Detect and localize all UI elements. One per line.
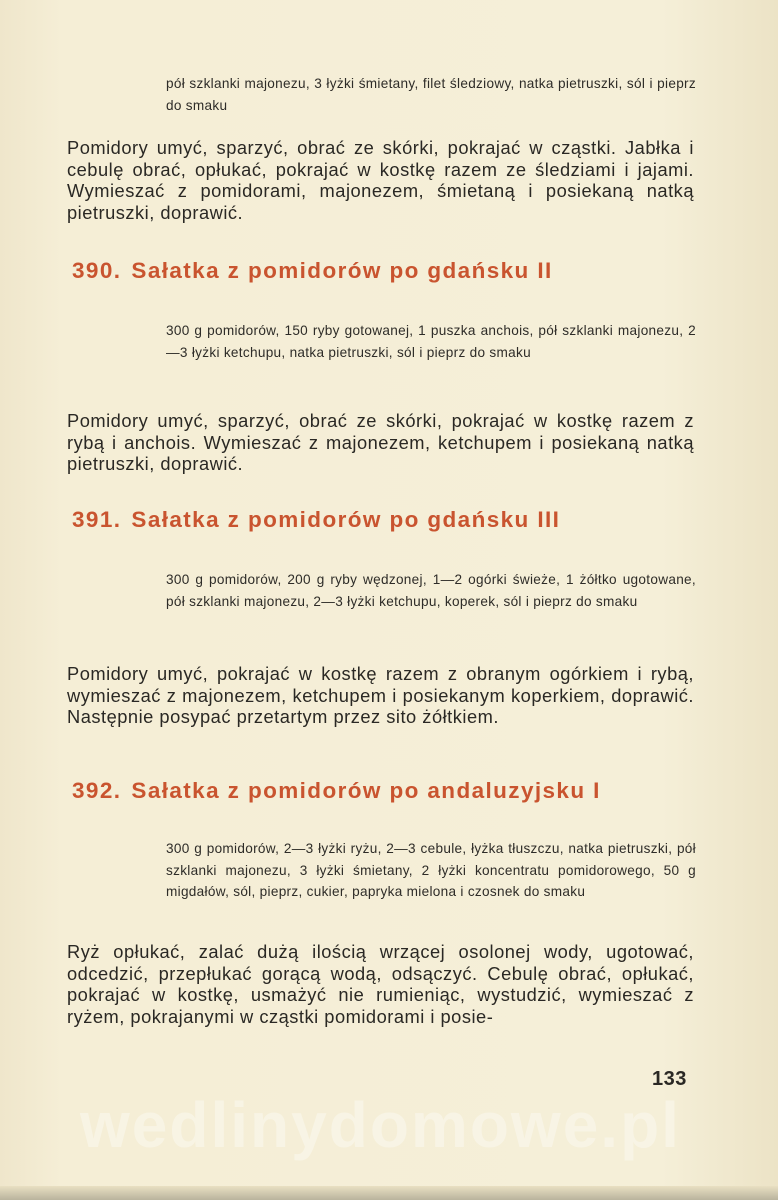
recipe-391-ingredients: 300 g pomidorów, 200 g ryby wędzonej, 1—2 ogórki świeże, 1 żółtko ugotowane, pół szklanki majonezu, 2—3 łyżki ketchupu, koperek, sól i pieprz do smaku (166, 572, 696, 609)
recipe-392-method: Ryż opłukać, zalać dużą ilością wrzącej osolonej wody, ugotować, odcedzić, przepłukać gorącą wodą, odsączyć. Cebulę obrać, opłukać, pokrajać w kostkę, usmażyć nie rumieniąc, wystudzić, wymieszać z ryżem, pokrajanymi w cząstki pomidorami i posie- (67, 941, 694, 1027)
recipe-number: 392. (72, 778, 122, 803)
page-number: 133 (652, 1068, 687, 1090)
recipe-title-text: Sałatka z pomidorów po gdańsku II (131, 258, 553, 283)
intro-method: Pomidory umyć, sparzyć, obrać ze skórki, pokrajać w cząstki. Jabłka i cebulę obrać, opłukać, pokrajać w kostkę razem ze śledziami i jajami. Wymieszać z pomidorami, majonezem, śmietaną i posiekaną natką pietruszki, doprawić. (67, 137, 694, 223)
page-edge (0, 1186, 778, 1200)
recipe-title-text: Sałatka z pomidorów po gdańsku III (131, 507, 561, 532)
recipe-390-ingredients: 300 g pomidorów, 150 ryby gotowanej, 1 puszka anchois, pół szklanki majonezu, 2—3 łyżki ketchupu, natka pietruszki, sól i pieprz do smaku (166, 323, 696, 360)
recipe-392-title (72, 778, 601, 804)
recipe-391-method: Pomidory umyć, pokrajać w kostkę razem z obranym ogórkiem i rybą, wymieszać z majonezem, ketchupem i posiekanym koperkiem, doprawić. Następnie posypać przetartym przez sito żółtkiem. (67, 663, 694, 728)
recipe-title-text: Sałatka z pomidorów po andaluzyjsku I (131, 778, 601, 803)
recipe-391-title (72, 507, 560, 533)
recipe-392-ingredients: 300 g pomidorów, 2—3 łyżki ryżu, 2—3 cebule, łyżka tłuszczu, natka pietruszki, pół szklanki majonezu, 3 łyżki śmietany, 2 łyżki koncentratu pomidorowego, 50 g migdałów, sól, pieprz, cukier, papryka mielona i czosnek do smaku (166, 841, 696, 899)
recipe-number: 391. (72, 507, 122, 532)
intro-ingredients: pół szklanki majonezu, 3 łyżki śmietany, filet śledziowy, natka pietruszki, sól i pieprz do smaku (166, 76, 696, 113)
recipe-390-method: Pomidory umyć, sparzyć, obrać ze skórki, pokrajać w kostkę razem z rybą i anchois. Wymieszać z majonezem, ketchupem i posiekaną natką pietruszki, doprawić. (67, 410, 694, 475)
watermark: wedlinydomowe.pl (80, 1089, 681, 1161)
recipe-number: 390. (72, 258, 122, 283)
recipe-390-title (72, 258, 553, 284)
